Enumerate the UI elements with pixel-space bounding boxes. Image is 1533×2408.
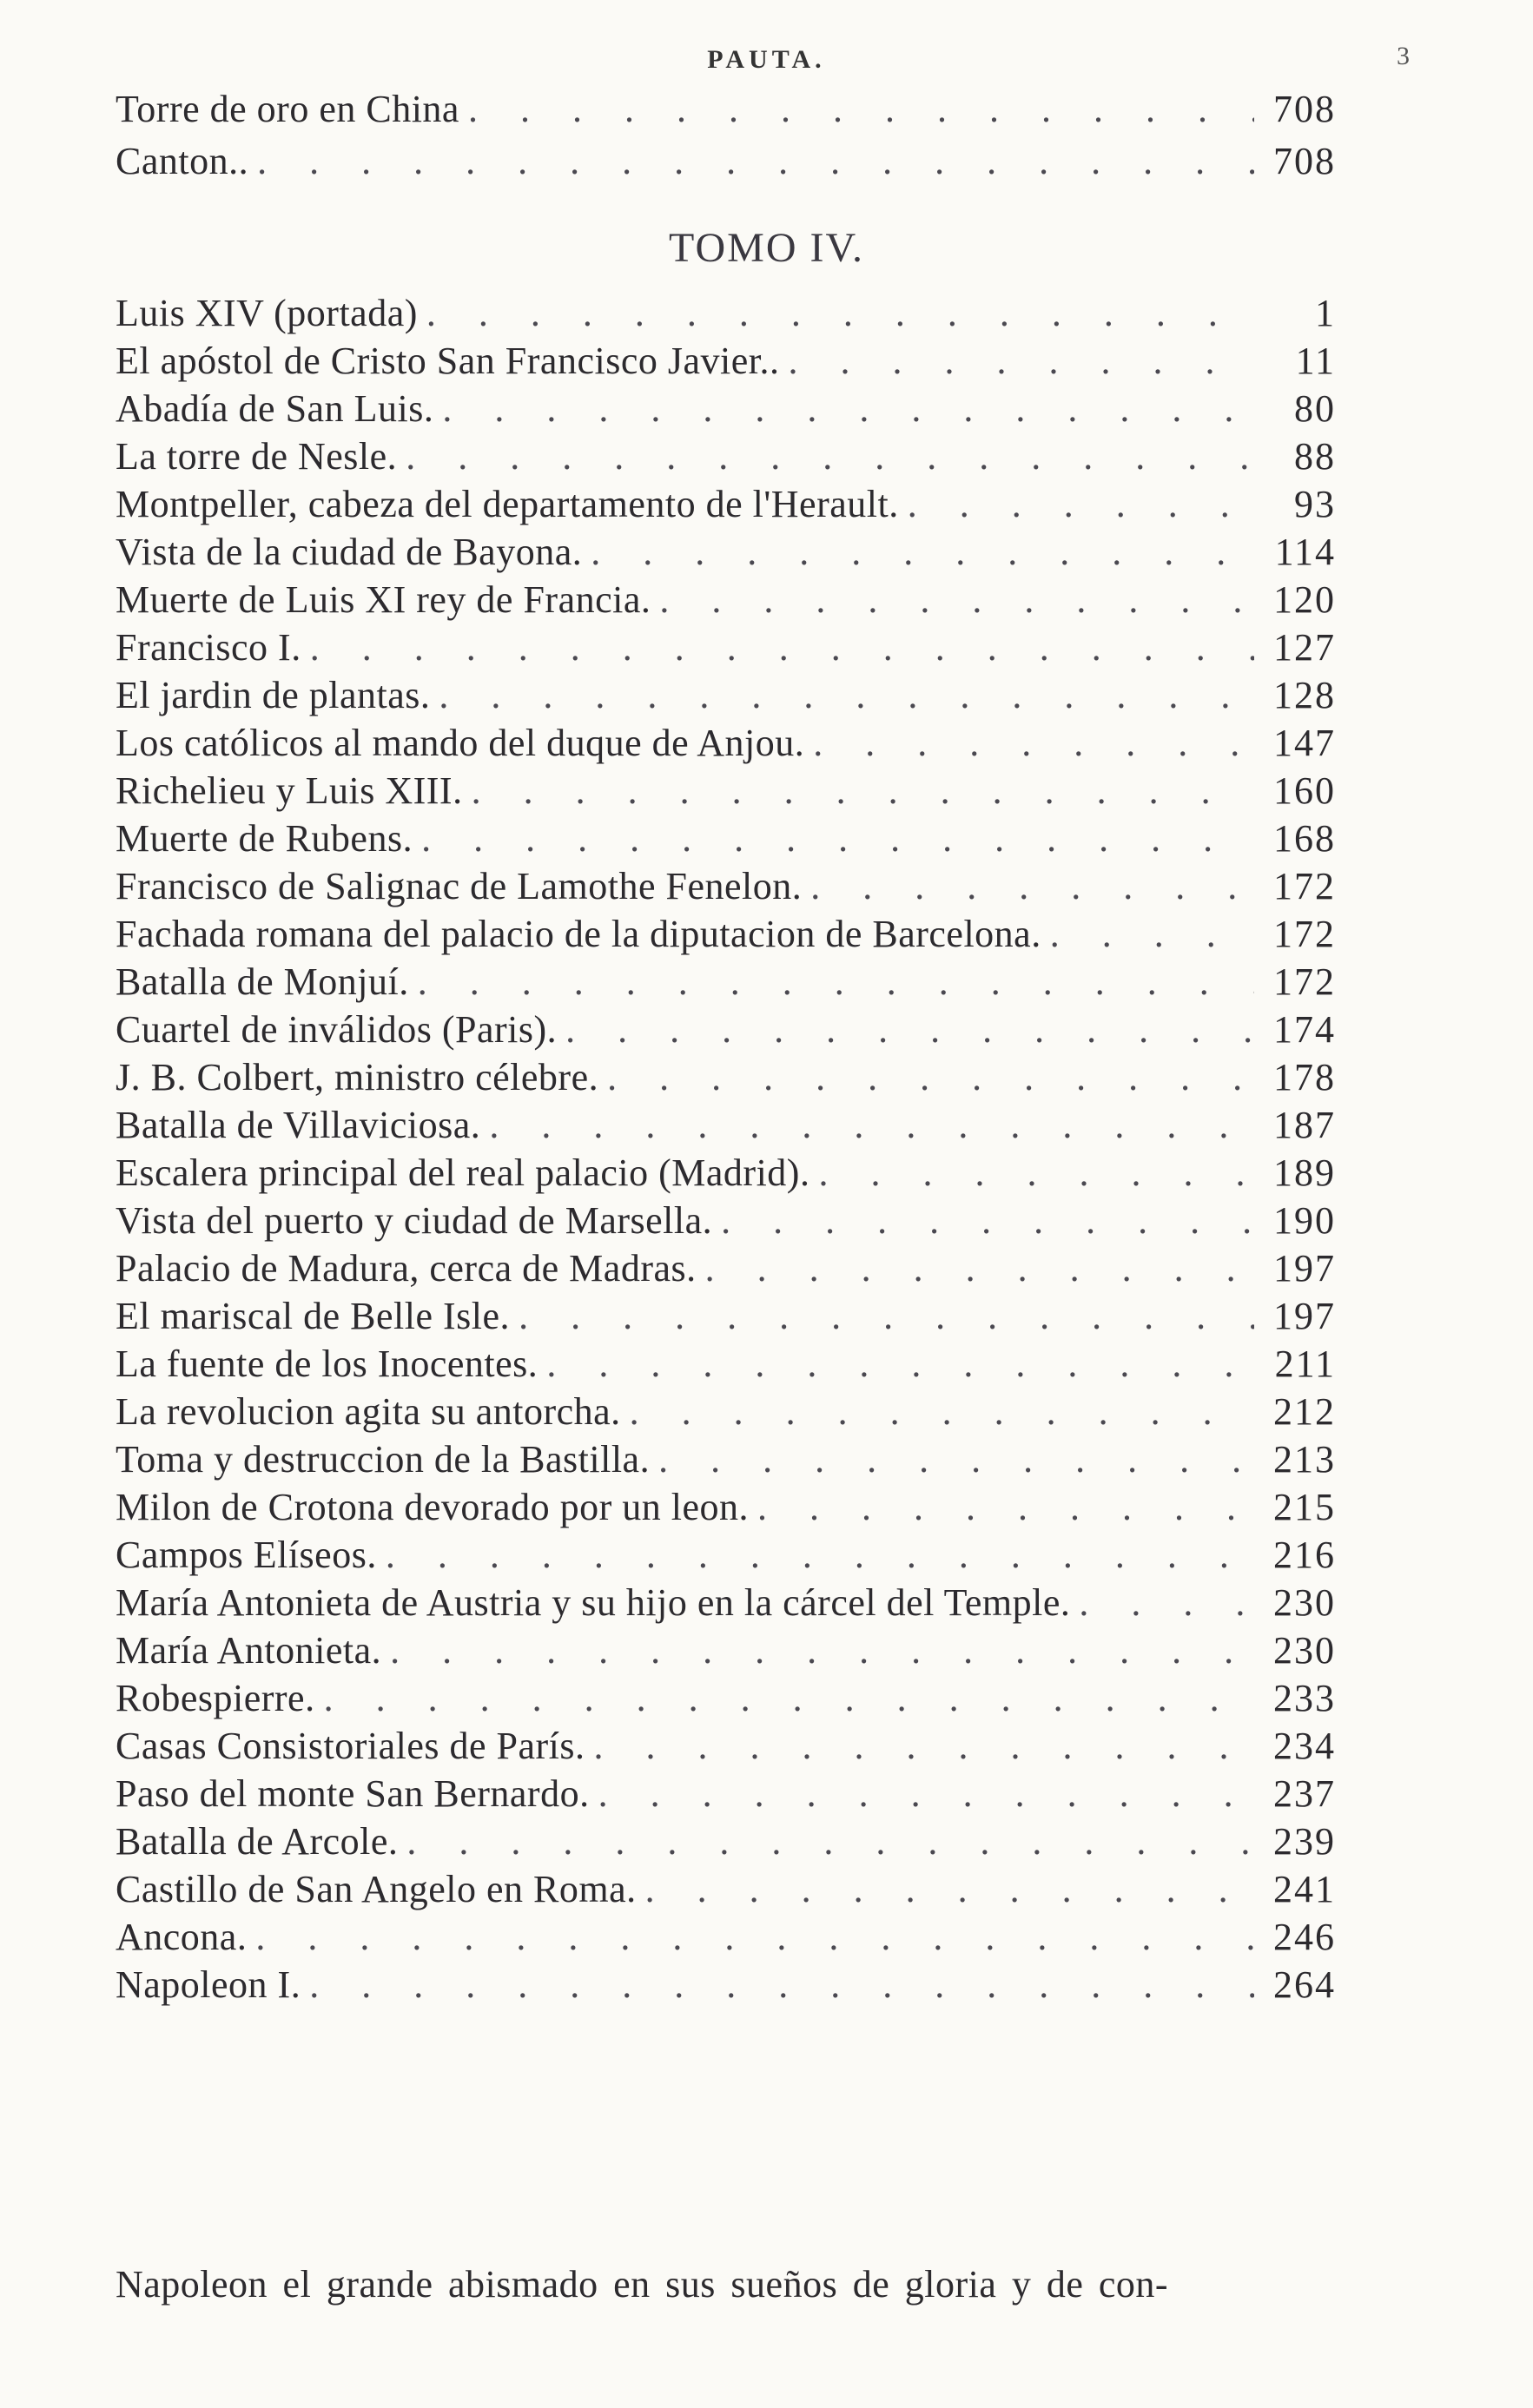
entry-page-number: 264 (1273, 1963, 1336, 2006)
dot-leader (418, 958, 1254, 1006)
toc-entry (116, 1961, 1336, 2009)
entry-page-number: 93 (1294, 483, 1336, 525)
entry-page-number: 172 (1273, 865, 1336, 907)
entry-page-number: 211 (1274, 1343, 1336, 1385)
entry-title: Abadía de San Luis. (116, 387, 434, 430)
toc-entry (116, 1770, 1336, 1818)
toc-entry (116, 1149, 1336, 1197)
entry-page-number: 216 (1273, 1534, 1336, 1576)
toc-entry (116, 289, 1336, 337)
entry-title: Luis XIV (portada) (116, 292, 418, 334)
entry-page-number: 172 (1273, 960, 1336, 1003)
dot-leader (546, 1340, 1254, 1388)
entry-page-number: 168 (1273, 817, 1336, 860)
toc-entry (116, 1579, 1336, 1626)
dot-leader (721, 1197, 1254, 1244)
entry-title: Canton.. (116, 140, 249, 182)
entry-title: Robespierre. (116, 1677, 315, 1719)
entry-title: Palacio de Madura, cerca de Madras. (116, 1247, 697, 1290)
dot-leader (468, 83, 1254, 135)
dot-leader (421, 815, 1254, 862)
entry-title: Toma y destruccion de la Bastilla. (116, 1438, 651, 1481)
dot-leader (594, 1722, 1254, 1770)
toc-entry (116, 815, 1336, 862)
toc-entry (116, 83, 1336, 135)
entry-page-number: 80 (1294, 387, 1336, 430)
toc-entry (116, 432, 1336, 480)
entry-title: Castillo de San Angelo en Roma. (116, 1868, 637, 1910)
dot-leader (810, 862, 1254, 910)
dot-leader (519, 1292, 1254, 1340)
entry-page-number: 178 (1273, 1056, 1336, 1098)
entry-page-number: 237 (1273, 1772, 1336, 1815)
dot-leader (658, 1435, 1254, 1483)
entry-page-number: 230 (1273, 1629, 1336, 1672)
dot-leader (813, 719, 1254, 767)
previous-section-list (116, 83, 1336, 188)
entry-page-number: 1 (1315, 292, 1336, 334)
toc-entry (116, 1101, 1336, 1149)
entry-page-number: 212 (1273, 1390, 1336, 1433)
entry-title: J. B. Colbert, ministro célebre. (116, 1056, 599, 1098)
dot-leader (257, 135, 1254, 188)
entry-title: Escalera principal del real palacio (Madrid). (116, 1151, 810, 1194)
toc-entry (116, 958, 1336, 1006)
toc-entry (116, 1053, 1336, 1101)
entry-page-number: 708 (1273, 88, 1336, 130)
entry-title: Napoleon I. (116, 1963, 301, 2006)
entry-title: El apóstol de Cristo San Francisco Javier.. (116, 340, 780, 382)
dot-leader (645, 1865, 1254, 1913)
entry-page-number: 213 (1273, 1438, 1336, 1481)
toc-entry (116, 1626, 1336, 1674)
dot-leader (705, 1244, 1254, 1292)
section-entry-list (116, 289, 1336, 2009)
entry-page-number: 241 (1273, 1868, 1336, 1910)
entry-page-number: 127 (1273, 626, 1336, 669)
entry-title: Francisco I. (116, 626, 301, 669)
entry-title: Milon de Crotona devorado por un leon. (116, 1486, 749, 1528)
dot-leader (386, 1531, 1254, 1579)
entry-title: Ancona. (116, 1916, 248, 1958)
entry-title: María Antonieta de Austria y su hijo en la cárcel del Temple. (116, 1581, 1071, 1624)
entry-page-number: 11 (1295, 340, 1336, 382)
toc-entry (116, 576, 1336, 623)
dot-leader (1079, 1579, 1254, 1626)
dot-leader (439, 671, 1254, 719)
entry-title: Los católicos al mando del duque de Anjou. (116, 722, 805, 764)
toc-entry (116, 1340, 1336, 1388)
entry-title: Montpeller, cabeza del departamento de l'Herault. (116, 483, 899, 525)
dot-leader (309, 1961, 1254, 2009)
toc-entry (116, 1531, 1336, 1579)
entry-title: La revolucion agita su antorcha. (116, 1390, 621, 1433)
dot-leader (310, 623, 1254, 671)
entry-page-number: 174 (1273, 1008, 1336, 1051)
dot-leader (818, 1149, 1254, 1197)
dot-leader (607, 1053, 1254, 1101)
entry-page-number: 114 (1274, 531, 1336, 573)
dot-leader (598, 1770, 1254, 1818)
toc-entry (116, 1913, 1336, 1961)
toc-entry (116, 910, 1336, 958)
entry-title: Muerte de Rubens. (116, 817, 413, 860)
entry-title: Richelieu y Luis XIII. (116, 769, 463, 812)
dot-leader (472, 767, 1254, 815)
entry-page-number: 120 (1273, 578, 1336, 621)
dot-leader (324, 1674, 1254, 1722)
dot-leader (757, 1483, 1254, 1531)
dot-leader (1050, 910, 1254, 958)
dot-leader (406, 432, 1254, 480)
entry-title: Muerte de Luis XI rey de Francia. (116, 578, 651, 621)
entry-page-number: 246 (1273, 1916, 1336, 1958)
corner-mark: 3 (1397, 42, 1410, 70)
entry-page-number: 88 (1294, 435, 1336, 478)
toc-entry (116, 1818, 1336, 1865)
entry-page-number: 190 (1273, 1199, 1336, 1242)
dot-leader (489, 1101, 1254, 1149)
toc-entry (116, 1244, 1336, 1292)
entry-title: Cuartel de inválidos (Paris). (116, 1008, 558, 1051)
entry-title: Campos Elíseos. (116, 1534, 377, 1576)
toc-entry (116, 1388, 1336, 1435)
continued-entry-line: Napoleon el grande abismado en sus sueños de gloria y de con- (116, 2263, 1169, 2306)
toc-entry (116, 1483, 1336, 1531)
running-title: PAUTA. (707, 45, 826, 74)
toc-entry (116, 1865, 1336, 1913)
entry-page-number: 234 (1273, 1725, 1336, 1767)
entry-title: Paso del monte San Bernardo. (116, 1772, 590, 1815)
dot-leader (591, 528, 1254, 576)
entry-page-number: 215 (1273, 1486, 1336, 1528)
toc-entry (116, 767, 1336, 815)
entry-page-number: 189 (1273, 1151, 1336, 1194)
entry-title: María Antonieta. (116, 1629, 382, 1672)
dot-leader (255, 1913, 1254, 1961)
entry-page-number: 197 (1273, 1247, 1336, 1290)
toc-entry (116, 337, 1336, 385)
entry-page-number: 239 (1273, 1820, 1336, 1863)
entry-page-number: 172 (1273, 913, 1336, 955)
entry-page-number: 147 (1273, 722, 1336, 764)
entry-title: Fachada romana del palacio de la diputacion de Barcelona. (116, 913, 1041, 955)
entry-page-number: 187 (1273, 1104, 1336, 1146)
toc-entry (116, 1006, 1336, 1053)
toc-entry (116, 1674, 1336, 1722)
toc-entry (116, 480, 1336, 528)
dot-leader (442, 385, 1254, 432)
toc-entry (116, 1292, 1336, 1340)
toc-entry (116, 135, 1336, 188)
entry-title: La fuente de los Inocentes. (116, 1343, 539, 1385)
entry-title: Batalla de Villaviciosa. (116, 1104, 481, 1146)
entry-page-number: 708 (1273, 140, 1336, 182)
entry-title: Batalla de Arcole. (116, 1820, 399, 1863)
entry-page-number: 233 (1273, 1677, 1336, 1719)
entry-title: Vista del puerto y ciudad de Marsella. (116, 1199, 713, 1242)
toc-entry (116, 385, 1336, 432)
toc-entry (116, 1197, 1336, 1244)
toc-entry (116, 671, 1336, 719)
entry-title: Batalla de Monjuí. (116, 960, 409, 1003)
toc-entry (116, 862, 1336, 910)
dot-leader (789, 337, 1255, 385)
toc-entry (116, 1722, 1336, 1770)
dot-leader (406, 1818, 1254, 1865)
entry-page-number: 230 (1273, 1581, 1336, 1624)
dot-leader (659, 576, 1254, 623)
entry-title: Vista de la ciudad de Bayona. (116, 531, 583, 573)
entry-page-number: 160 (1273, 769, 1336, 812)
dot-leader (908, 480, 1254, 528)
entry-title: El mariscal de Belle Isle. (116, 1295, 511, 1337)
entry-title: El jardin de plantas. (116, 674, 431, 716)
entry-title: Casas Consistoriales de París. (116, 1725, 585, 1767)
entry-page-number: 197 (1273, 1295, 1336, 1337)
dot-leader (630, 1388, 1254, 1435)
entry-title: Torre de oro en China (116, 88, 459, 130)
dot-leader (426, 289, 1254, 337)
toc-entry (116, 1435, 1336, 1483)
entry-page-number: 128 (1273, 674, 1336, 716)
section-title: TOMO IV. (669, 225, 864, 271)
entry-title: Francisco de Salignac de Lamothe Fenelon. (116, 865, 803, 907)
toc-entry (116, 528, 1336, 576)
dot-leader (390, 1626, 1254, 1674)
toc-entry (116, 623, 1336, 671)
dot-leader (565, 1006, 1254, 1053)
toc-entry (116, 719, 1336, 767)
entry-title: La torre de Nesle. (116, 435, 398, 478)
